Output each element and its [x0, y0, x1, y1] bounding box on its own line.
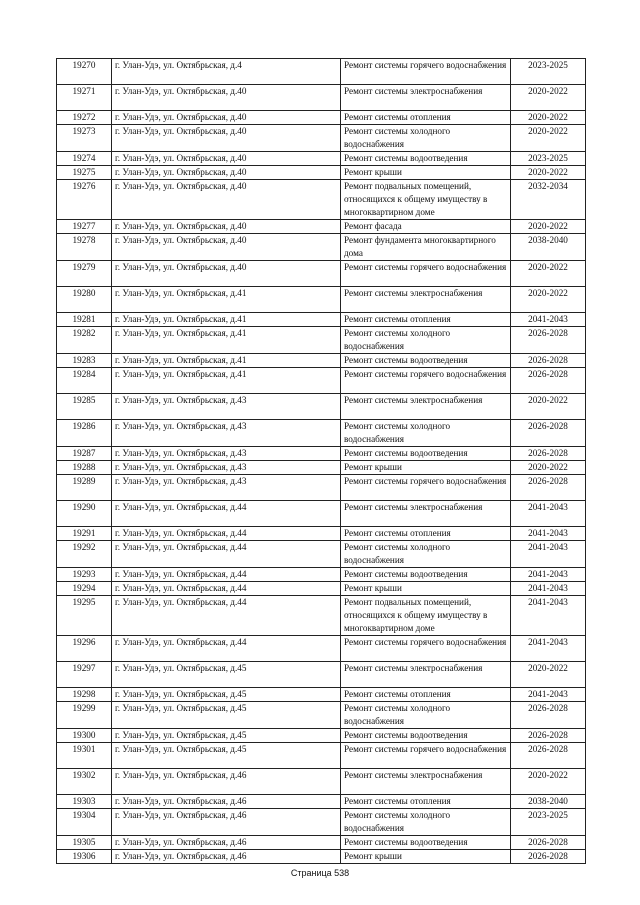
table-row [57, 327, 586, 354]
work-type-cell: Ремонт крыши [341, 582, 511, 596]
work-type-cell: Ремонт системы холодного водоснабжения [341, 125, 511, 152]
period-cell: 2020-2022 [511, 220, 586, 234]
work-type-cell: Ремонт крыши [341, 166, 511, 180]
address-cell: г. Улан-Удэ, ул. Октябрьская, д.46 [112, 769, 341, 795]
table-row [57, 809, 586, 836]
table-row [57, 729, 586, 743]
repair-schedule-body [57, 59, 586, 864]
address-cell: г. Улан-Удэ, ул. Октябрьская, д.41 [112, 327, 341, 354]
work-type-cell: Ремонт системы холодного водоснабжения [341, 702, 511, 729]
period-cell: 2026-2028 [511, 475, 586, 501]
table-row [57, 85, 586, 111]
address-cell: г. Улан-Удэ, ул. Октябрьская, д.40 [112, 166, 341, 180]
address-cell: г. Улан-Удэ, ул. Октябрьская, д.4 [112, 59, 341, 85]
table-row [57, 180, 586, 220]
period-cell: 2020-2022 [511, 261, 586, 287]
address-cell: г. Улан-Удэ, ул. Октябрьская, д.43 [112, 394, 341, 420]
work-type-cell: Ремонт системы горячего водоснабжения [341, 636, 511, 662]
record-number-cell: 19293 [57, 568, 112, 582]
table-row [57, 313, 586, 327]
period-cell: 2041-2043 [511, 596, 586, 636]
table-row [57, 152, 586, 166]
address-cell: г. Улан-Удэ, ул. Октябрьская, д.45 [112, 688, 341, 702]
record-number-cell: 19305 [57, 836, 112, 850]
table-row [57, 111, 586, 125]
period-cell: 2026-2028 [511, 702, 586, 729]
period-cell: 2023-2025 [511, 152, 586, 166]
table-row [57, 234, 586, 261]
period-cell: 2041-2043 [511, 501, 586, 527]
address-cell: г. Улан-Удэ, ул. Октябрьская, д.40 [112, 85, 341, 111]
period-cell: 2026-2028 [511, 420, 586, 447]
table-row [57, 475, 586, 501]
table-row [57, 582, 586, 596]
period-cell: 2041-2043 [511, 582, 586, 596]
address-cell: г. Улан-Удэ, ул. Октябрьская, д.43 [112, 447, 341, 461]
work-type-cell: Ремонт системы отопления [341, 111, 511, 125]
record-number-cell: 19292 [57, 541, 112, 568]
repair-schedule-table [56, 58, 586, 864]
table-row [57, 795, 586, 809]
period-cell: 2026-2028 [511, 850, 586, 864]
page-number: Страница 538 [290, 868, 350, 878]
address-cell: г. Улан-Удэ, ул. Октябрьская, д.46 [112, 836, 341, 850]
period-cell: 2023-2025 [511, 809, 586, 836]
period-cell: 2038-2040 [511, 795, 586, 809]
record-number-cell: 19273 [57, 125, 112, 152]
record-number-cell: 19291 [57, 527, 112, 541]
record-number-cell: 19270 [57, 59, 112, 85]
address-cell: г. Улан-Удэ, ул. Октябрьская, д.46 [112, 795, 341, 809]
table-row [57, 287, 586, 313]
work-type-cell: Ремонт системы водоотведения [341, 729, 511, 743]
record-number-cell: 19303 [57, 795, 112, 809]
address-cell: г. Улан-Удэ, ул. Октябрьская, д.45 [112, 743, 341, 769]
table-row [57, 636, 586, 662]
table-row [57, 447, 586, 461]
period-cell: 2041-2043 [511, 688, 586, 702]
work-type-cell: Ремонт системы электроснабжения [341, 85, 511, 111]
address-cell: г. Улан-Удэ, ул. Октябрьская, д.46 [112, 809, 341, 836]
work-type-cell: Ремонт системы горячего водоснабжения [341, 59, 511, 85]
record-number-cell: 19295 [57, 596, 112, 636]
period-cell: 2041-2043 [511, 541, 586, 568]
record-number-cell: 19301 [57, 743, 112, 769]
work-type-cell: Ремонт системы холодного водоснабжения [341, 327, 511, 354]
address-cell: г. Улан-Удэ, ул. Октябрьская, д.40 [112, 234, 341, 261]
work-type-cell: Ремонт системы горячего водоснабжения [341, 261, 511, 287]
address-cell: г. Улан-Удэ, ул. Октябрьская, д.44 [112, 596, 341, 636]
period-cell: 2041-2043 [511, 636, 586, 662]
record-number-cell: 19278 [57, 234, 112, 261]
period-cell: 2020-2022 [511, 85, 586, 111]
address-cell: г. Улан-Удэ, ул. Октябрьская, д.41 [112, 368, 341, 394]
period-cell: 2026-2028 [511, 729, 586, 743]
table-row [57, 261, 586, 287]
table-row [57, 501, 586, 527]
address-cell: г. Улан-Удэ, ул. Октябрьская, д.44 [112, 582, 341, 596]
record-number-cell: 19280 [57, 287, 112, 313]
work-type-cell: Ремонт системы электроснабжения [341, 662, 511, 688]
record-number-cell: 19281 [57, 313, 112, 327]
address-cell: г. Улан-Удэ, ул. Октябрьская, д.44 [112, 501, 341, 527]
record-number-cell: 19282 [57, 327, 112, 354]
work-type-cell: Ремонт системы отопления [341, 313, 511, 327]
address-cell: г. Улан-Удэ, ул. Октябрьская, д.40 [112, 261, 341, 287]
work-type-cell: Ремонт фундамента многоквартирного дома [341, 234, 511, 261]
record-number-cell: 19304 [57, 809, 112, 836]
period-cell: 2020-2022 [511, 125, 586, 152]
record-number-cell: 19298 [57, 688, 112, 702]
period-cell: 2041-2043 [511, 527, 586, 541]
table-row [57, 596, 586, 636]
record-number-cell: 19279 [57, 261, 112, 287]
work-type-cell: Ремонт системы электроснабжения [341, 769, 511, 795]
table-row [57, 769, 586, 795]
period-cell: 2020-2022 [511, 166, 586, 180]
work-type-cell: Ремонт системы горячего водоснабжения [341, 368, 511, 394]
table-row [57, 568, 586, 582]
period-cell: 2020-2022 [511, 662, 586, 688]
table-row [57, 662, 586, 688]
period-cell: 2026-2028 [511, 327, 586, 354]
period-cell: 2032-2034 [511, 180, 586, 220]
period-cell: 2026-2028 [511, 354, 586, 368]
address-cell: г. Улан-Удэ, ул. Октябрьская, д.46 [112, 850, 341, 864]
table-row [57, 394, 586, 420]
table-row [57, 220, 586, 234]
record-number-cell: 19297 [57, 662, 112, 688]
table-row [57, 541, 586, 568]
table-row [57, 166, 586, 180]
table-row [57, 59, 586, 85]
work-type-cell: Ремонт фасада [341, 220, 511, 234]
address-cell: г. Улан-Удэ, ул. Октябрьская, д.44 [112, 568, 341, 582]
record-number-cell: 19274 [57, 152, 112, 166]
table-row [57, 527, 586, 541]
record-number-cell: 19287 [57, 447, 112, 461]
address-cell: г. Улан-Удэ, ул. Октябрьская, д.41 [112, 313, 341, 327]
period-cell: 2041-2043 [511, 568, 586, 582]
record-number-cell: 19288 [57, 461, 112, 475]
period-cell: 2041-2043 [511, 313, 586, 327]
address-cell: г. Улан-Удэ, ул. Октябрьская, д.44 [112, 636, 341, 662]
address-cell: г. Улан-Удэ, ул. Октябрьская, д.44 [112, 541, 341, 568]
address-cell: г. Улан-Удэ, ул. Октябрьская, д.40 [112, 180, 341, 220]
work-type-cell: Ремонт системы водоотведения [341, 447, 511, 461]
address-cell: г. Улан-Удэ, ул. Октябрьская, д.43 [112, 475, 341, 501]
work-type-cell: Ремонт системы горячего водоснабжения [341, 475, 511, 501]
address-cell: г. Улан-Удэ, ул. Октябрьская, д.45 [112, 729, 341, 743]
record-number-cell: 19296 [57, 636, 112, 662]
table-row [57, 420, 586, 447]
table-row [57, 688, 586, 702]
record-number-cell: 19306 [57, 850, 112, 864]
work-type-cell: Ремонт системы электроснабжения [341, 501, 511, 527]
work-type-cell: Ремонт системы отопления [341, 795, 511, 809]
period-cell: 2020-2022 [511, 111, 586, 125]
address-cell: г. Улан-Удэ, ул. Октябрьская, д.40 [112, 152, 341, 166]
record-number-cell: 19285 [57, 394, 112, 420]
work-type-cell: Ремонт системы водоотведения [341, 354, 511, 368]
work-type-cell: Ремонт системы холодного водоснабжения [341, 420, 511, 447]
record-number-cell: 19302 [57, 769, 112, 795]
address-cell: г. Улан-Удэ, ул. Октябрьская, д.45 [112, 702, 341, 729]
work-type-cell: Ремонт крыши [341, 850, 511, 864]
address-cell: г. Улан-Удэ, ул. Октябрьская, д.41 [112, 287, 341, 313]
record-number-cell: 19289 [57, 475, 112, 501]
address-cell: г. Улан-Удэ, ул. Октябрьская, д.40 [112, 220, 341, 234]
table-row [57, 836, 586, 850]
table-row [57, 125, 586, 152]
table-row [57, 702, 586, 729]
record-number-cell: 19300 [57, 729, 112, 743]
work-type-cell: Ремонт подвальных помещений, относящихся к общему имуществу в многоквартирном доме [341, 596, 511, 636]
period-cell: 2020-2022 [511, 287, 586, 313]
record-number-cell: 19276 [57, 180, 112, 220]
record-number-cell: 19290 [57, 501, 112, 527]
work-type-cell: Ремонт подвальных помещений, относящихся к общему имуществу в многоквартирном доме [341, 180, 511, 220]
record-number-cell: 19275 [57, 166, 112, 180]
table-row [57, 743, 586, 769]
address-cell: г. Улан-Удэ, ул. Октябрьская, д.44 [112, 527, 341, 541]
table-row [57, 368, 586, 394]
period-cell: 2023-2025 [511, 59, 586, 85]
work-type-cell: Ремонт системы электроснабжения [341, 287, 511, 313]
address-cell: г. Улан-Удэ, ул. Октябрьская, д.40 [112, 125, 341, 152]
period-cell: 2038-2040 [511, 234, 586, 261]
work-type-cell: Ремонт системы отопления [341, 527, 511, 541]
record-number-cell: 19299 [57, 702, 112, 729]
work-type-cell: Ремонт системы водоотведения [341, 836, 511, 850]
address-cell: г. Улан-Удэ, ул. Октябрьская, д.40 [112, 111, 341, 125]
record-number-cell: 19271 [57, 85, 112, 111]
address-cell: г. Улан-Удэ, ул. Октябрьская, д.43 [112, 420, 341, 447]
record-number-cell: 19284 [57, 368, 112, 394]
work-type-cell: Ремонт системы холодного водоснабжения [341, 541, 511, 568]
record-number-cell: 19272 [57, 111, 112, 125]
address-cell: г. Улан-Удэ, ул. Октябрьская, д.43 [112, 461, 341, 475]
period-cell: 2026-2028 [511, 836, 586, 850]
work-type-cell: Ремонт крыши [341, 461, 511, 475]
period-cell: 2026-2028 [511, 743, 586, 769]
work-type-cell: Ремонт системы водоотведения [341, 568, 511, 582]
period-cell: 2026-2028 [511, 447, 586, 461]
record-number-cell: 19283 [57, 354, 112, 368]
work-type-cell: Ремонт системы водоотведения [341, 152, 511, 166]
address-cell: г. Улан-Удэ, ул. Октябрьская, д.41 [112, 354, 341, 368]
period-cell: 2020-2022 [511, 394, 586, 420]
work-type-cell: Ремонт системы холодного водоснабжения [341, 809, 511, 836]
table-row [57, 850, 586, 864]
work-type-cell: Ремонт системы горячего водоснабжения [341, 743, 511, 769]
record-number-cell: 19286 [57, 420, 112, 447]
work-type-cell: Ремонт системы электроснабжения [341, 394, 511, 420]
address-cell: г. Улан-Удэ, ул. Октябрьская, д.45 [112, 662, 341, 688]
period-cell: 2026-2028 [511, 368, 586, 394]
work-type-cell: Ремонт системы отопления [341, 688, 511, 702]
record-number-cell: 19277 [57, 220, 112, 234]
table-row [57, 354, 586, 368]
table-row [57, 461, 586, 475]
record-number-cell: 19294 [57, 582, 112, 596]
period-cell: 2020-2022 [511, 769, 586, 795]
period-cell: 2020-2022 [511, 461, 586, 475]
